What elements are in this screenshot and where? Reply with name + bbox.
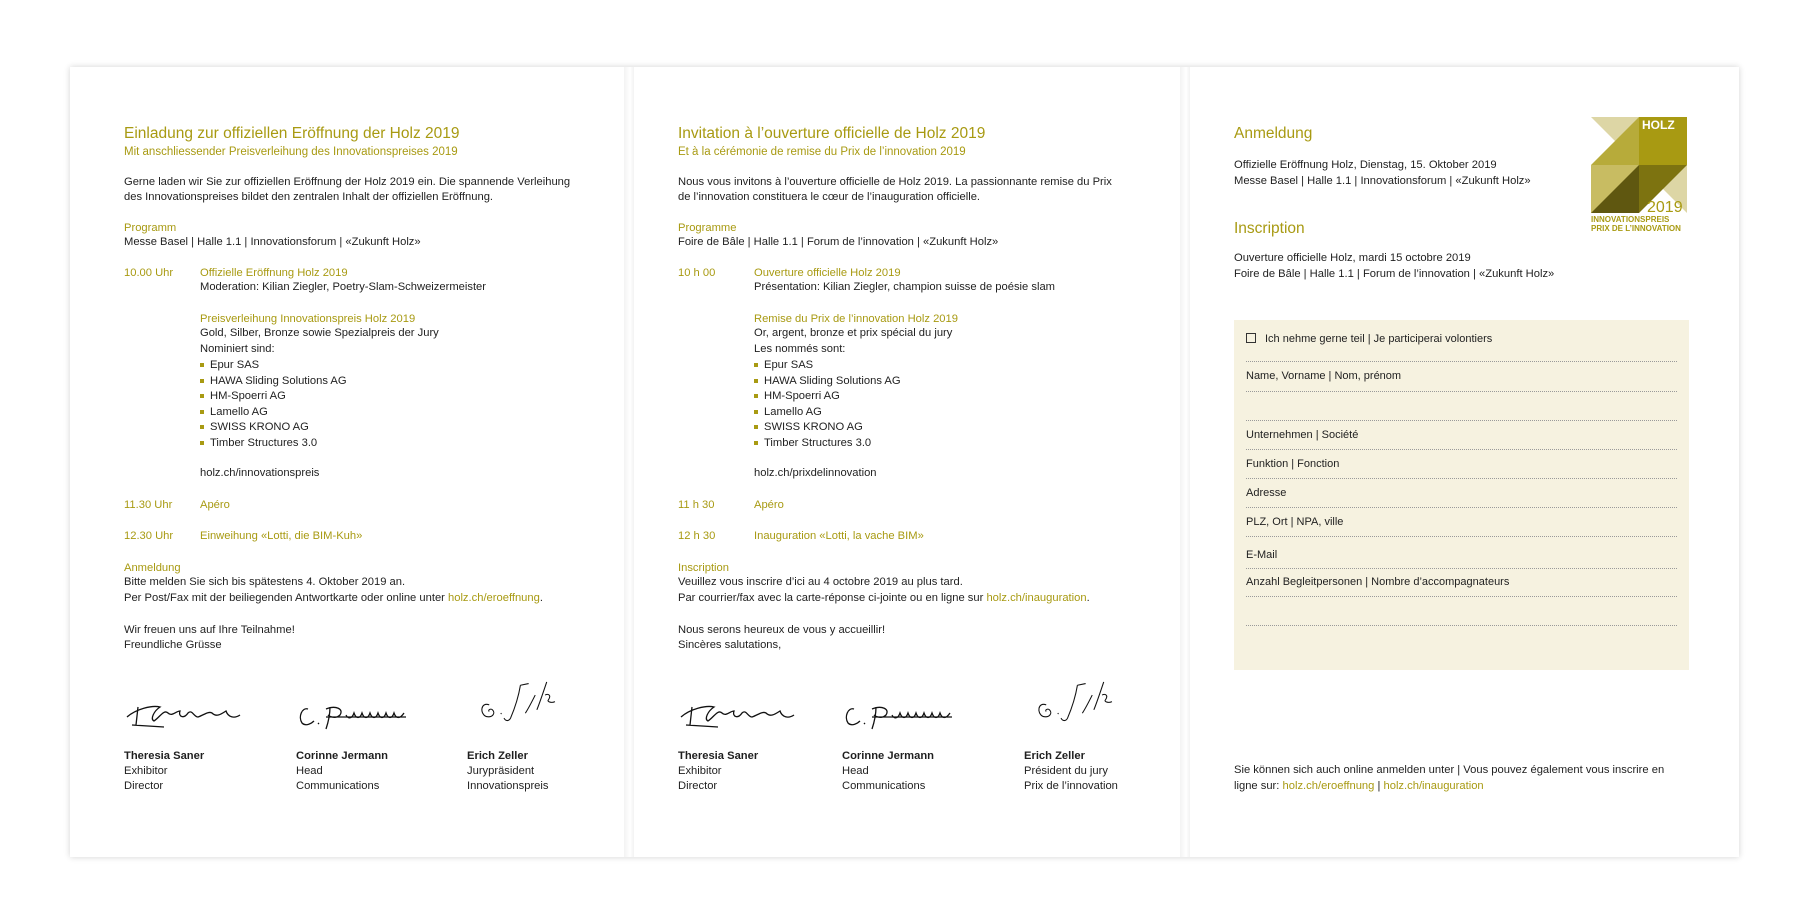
- page-subtitle: Et à la cérémonie de remise du Prix de l’innovation 2019: [678, 146, 966, 158]
- name-field-line[interactable]: [1246, 420, 1677, 421]
- city-field-line[interactable]: [1246, 536, 1677, 537]
- award-line: Or, argent, bronze et prix spécial du jury: [754, 327, 953, 339]
- list-item: SWISS KRONO AG: [200, 420, 347, 436]
- signer-name: Theresia Saner: [124, 750, 205, 762]
- signer-name: Erich Zeller: [1024, 750, 1085, 762]
- address-field-line[interactable]: [1246, 507, 1677, 508]
- list-item: HM-Spoerri AG: [754, 389, 901, 405]
- signer-role: Head: [296, 765, 323, 777]
- award-line: Gold, Silber, Bronze sowie Spezialpreis der Jury: [200, 327, 439, 339]
- registration-link[interactable]: holz.ch/inauguration: [986, 592, 1087, 604]
- list-item: Lamello AG: [754, 405, 901, 421]
- registration-link[interactable]: holz.ch/eroeffnung: [448, 592, 540, 604]
- logo-caption-line: INNOVATIONSPREIS: [1591, 215, 1670, 224]
- list-item: Lamello AG: [200, 405, 347, 421]
- panel-french: [678, 67, 1158, 857]
- checkbox-label: Ich nehme gerne teil | Je participerai volontiers: [1265, 333, 1493, 345]
- program-item-title: Einweihung «Lotti, die BIM-Kuh»: [200, 530, 363, 542]
- location-text: Foire de Bâle | Halle 1.1 | Forum de l’innovation | «Zukunft Holz»: [678, 236, 999, 248]
- registration-text: Bitte melden Sie sich bis spätestens 4. Oktober 2019 an.: [124, 576, 406, 588]
- online-info: [1234, 779, 1484, 795]
- online-info: Sie können sich auch online anmelden unter | Vous pouvez également vous inscrire en: [1234, 764, 1665, 776]
- signer-role: Exhibitor: [124, 765, 168, 777]
- program-item-title: Inauguration «Lotti, la vache BIM»: [754, 530, 924, 542]
- time-label: 11.30 Uhr: [124, 499, 173, 511]
- signer-role: Communications: [842, 780, 926, 792]
- program-label: Programm: [124, 222, 177, 234]
- program-item-detail: Présentation: Kilian Ziegler, champion suisse de poésie slam: [754, 281, 1055, 293]
- panel-german: [124, 67, 604, 857]
- link-separator: |: [1374, 780, 1384, 792]
- page-title: Einladung zur offiziellen Eröffnung der Holz 2019: [124, 125, 460, 142]
- event-info: Foire de Bâle | Halle 1.1 | Forum de l’innovation | «Zukunft Holz»: [1234, 268, 1555, 280]
- page-title: Invitation à l’ouverture officielle de Holz 2019: [678, 125, 986, 142]
- registration-label: Anmeldung: [124, 562, 181, 574]
- closing-text: Freundliche Grüsse: [124, 639, 222, 651]
- email-field-line[interactable]: [1246, 568, 1677, 569]
- award-title: Preisverleihung Innovationspreis Holz 2019: [200, 313, 416, 325]
- name-label: Name, Vorname | Nom, prénom: [1246, 370, 1402, 382]
- time-label: 12.30 Uhr: [124, 530, 174, 542]
- company-label: Unternehmen | Société: [1246, 429, 1359, 441]
- list-item: Timber Structures 3.0: [200, 436, 347, 452]
- signer-name: Corinne Jermann: [296, 750, 389, 762]
- registration-label: Inscription: [678, 562, 729, 574]
- company-field-line[interactable]: [1246, 449, 1677, 450]
- list-item: Timber Structures 3.0: [754, 436, 901, 452]
- registration-text: [678, 591, 1090, 607]
- function-label: Funktion | Fonction: [1246, 458, 1340, 470]
- program-item-title: Apéro: [754, 499, 784, 511]
- registration-form: [1234, 320, 1689, 670]
- guests-field-line[interactable]: [1246, 625, 1677, 626]
- signer-name: Theresia Saner: [678, 750, 759, 762]
- time-label: 10.00 Uhr: [124, 267, 174, 279]
- program-item-detail: Moderation: Kilian Ziegler, Poetry-Slam-Schweizermeister: [200, 281, 487, 293]
- signature-saner: [678, 687, 798, 733]
- list-item: Epur SAS: [754, 358, 901, 374]
- signature-jermann: [842, 687, 962, 733]
- list-item: Epur SAS: [200, 358, 347, 374]
- list-item: HM-Spoerri AG: [200, 389, 347, 405]
- intro-text: Nous vous invitons à l’ouverture officielle de Holz 2019. La passionnante remise du Prix: [678, 176, 1112, 188]
- signer-role: Prix de l’innovation: [1024, 780, 1118, 792]
- program-item-title: Apéro: [200, 499, 230, 511]
- registration-text-part: Par courrier/fax avec la carte-réponse ci-jointe ou en ligne sur: [678, 592, 987, 604]
- intro-text: des Innovationspreises bildet den zentralen Inhalt der offiziellen Eröffnung.: [124, 191, 494, 203]
- logo-caption-line: PRIX DE L’INNOVATION: [1591, 224, 1681, 233]
- intro-text: de l’innovation constituera le cœur de l’inauguration officielle.: [678, 191, 981, 203]
- program-item-title: Offizielle Eröffnung Holz 2019: [200, 267, 348, 279]
- event-info: Offizielle Eröffnung Holz, Dienstag, 15. Oktober 2019: [1234, 159, 1497, 171]
- signer-role: Director: [124, 780, 164, 792]
- email-label: E-Mail: [1246, 549, 1278, 561]
- list-item: SWISS KRONO AG: [754, 420, 901, 436]
- attend-checkbox-row[interactable]: [1246, 333, 1677, 345]
- award-title: Remise du Prix de l’innovation Holz 2019: [754, 313, 958, 325]
- link-eroeffnung[interactable]: holz.ch/eroeffnung: [1282, 780, 1375, 792]
- signer-role: Communications: [296, 780, 380, 792]
- closing-text: Wir freuen uns auf Ihre Teilnahme!: [124, 624, 295, 636]
- signer-role: Président du jury: [1024, 765, 1108, 777]
- program-item-title: Ouverture officielle Holz 2019: [754, 267, 901, 279]
- link-inauguration[interactable]: holz.ch/inauguration: [1383, 780, 1484, 792]
- closing-text: Nous serons heureux de vous y accueillir!: [678, 624, 886, 636]
- guests-field-line[interactable]: [1246, 596, 1677, 597]
- closing-text: Sincères salutations,: [678, 639, 782, 651]
- city-label: PLZ, Ort | NPA, ville: [1246, 516, 1344, 528]
- panel-registration: [1234, 67, 1689, 857]
- function-field-line[interactable]: [1246, 478, 1677, 479]
- page-subtitle: Mit anschliessender Preisverleihung des Innovationspreises 2019: [124, 146, 458, 158]
- signature-zeller: [467, 677, 587, 723]
- divider: [1246, 361, 1677, 362]
- nominated-label: Nominiert sind:: [200, 343, 275, 355]
- time-label: 10 h 00: [678, 267, 716, 279]
- signer-role: Head: [842, 765, 869, 777]
- invitation-sheet: [70, 67, 1739, 857]
- program-label: Programme: [678, 222, 737, 234]
- signature-jermann: [296, 687, 416, 733]
- signer-role: Exhibitor: [678, 765, 722, 777]
- registration-title-de: Anmeldung: [1234, 125, 1313, 142]
- registration-text: Veuillez vous inscrire d’ici au 4 octobre 2019 au plus tard.: [678, 576, 963, 588]
- address-label: Adresse: [1246, 487, 1287, 499]
- signer-role: Jurypräsident: [467, 765, 535, 777]
- nominee-list: [200, 358, 347, 452]
- list-item: HAWA Sliding Solutions AG: [200, 374, 347, 390]
- name-field-line[interactable]: [1246, 391, 1677, 392]
- signer-role: Innovationspreis: [467, 780, 549, 792]
- logo-year: 2019: [1647, 199, 1683, 216]
- award-link[interactable]: holz.ch/innovationspreis: [200, 467, 320, 479]
- fold-line: [1180, 67, 1190, 857]
- logo-caption: [1591, 215, 1681, 233]
- list-item: HAWA Sliding Solutions AG: [754, 374, 901, 390]
- intro-text: Gerne laden wir Sie zur offiziellen Eröffnung der Holz 2019 ein. Die spannende Verleihung: [124, 176, 571, 188]
- guests-label: Anzahl Begleitpersonen | Nombre d’accompagnateurs: [1246, 576, 1510, 588]
- award-link[interactable]: holz.ch/prixdelinnovation: [754, 467, 877, 479]
- checkbox-icon[interactable]: [1246, 333, 1256, 343]
- signature-saner: [124, 687, 244, 733]
- fold-line: [624, 67, 634, 857]
- logo-brand: HOLZ: [1642, 118, 1675, 132]
- online-info-part: ligne sur:: [1234, 780, 1283, 792]
- signer-name: Erich Zeller: [467, 750, 528, 762]
- event-info: Messe Basel | Halle 1.1 | Innovationsforum | «Zukunft Holz»: [1234, 175, 1531, 187]
- nominee-list: [754, 358, 901, 452]
- registration-title-fr: Inscription: [1234, 220, 1305, 237]
- event-info: Ouverture officielle Holz, mardi 15 octobre 2019: [1234, 252, 1471, 264]
- registration-text-part: Per Post/Fax mit der beiliegenden Antwortkarte oder online unter: [124, 592, 448, 604]
- signature-zeller: [1024, 677, 1144, 723]
- signer-name: Corinne Jermann: [842, 750, 935, 762]
- registration-text-end: .: [1086, 592, 1090, 604]
- registration-text: [124, 591, 543, 607]
- location-text: Messe Basel | Halle 1.1 | Innovationsforum | «Zukunft Holz»: [124, 236, 421, 248]
- time-label: 12 h 30: [678, 530, 716, 542]
- registration-text-end: .: [539, 592, 543, 604]
- nominated-label: Les nommés sont:: [754, 343, 846, 355]
- time-label: 11 h 30: [678, 499, 715, 511]
- signer-role: Director: [678, 780, 718, 792]
